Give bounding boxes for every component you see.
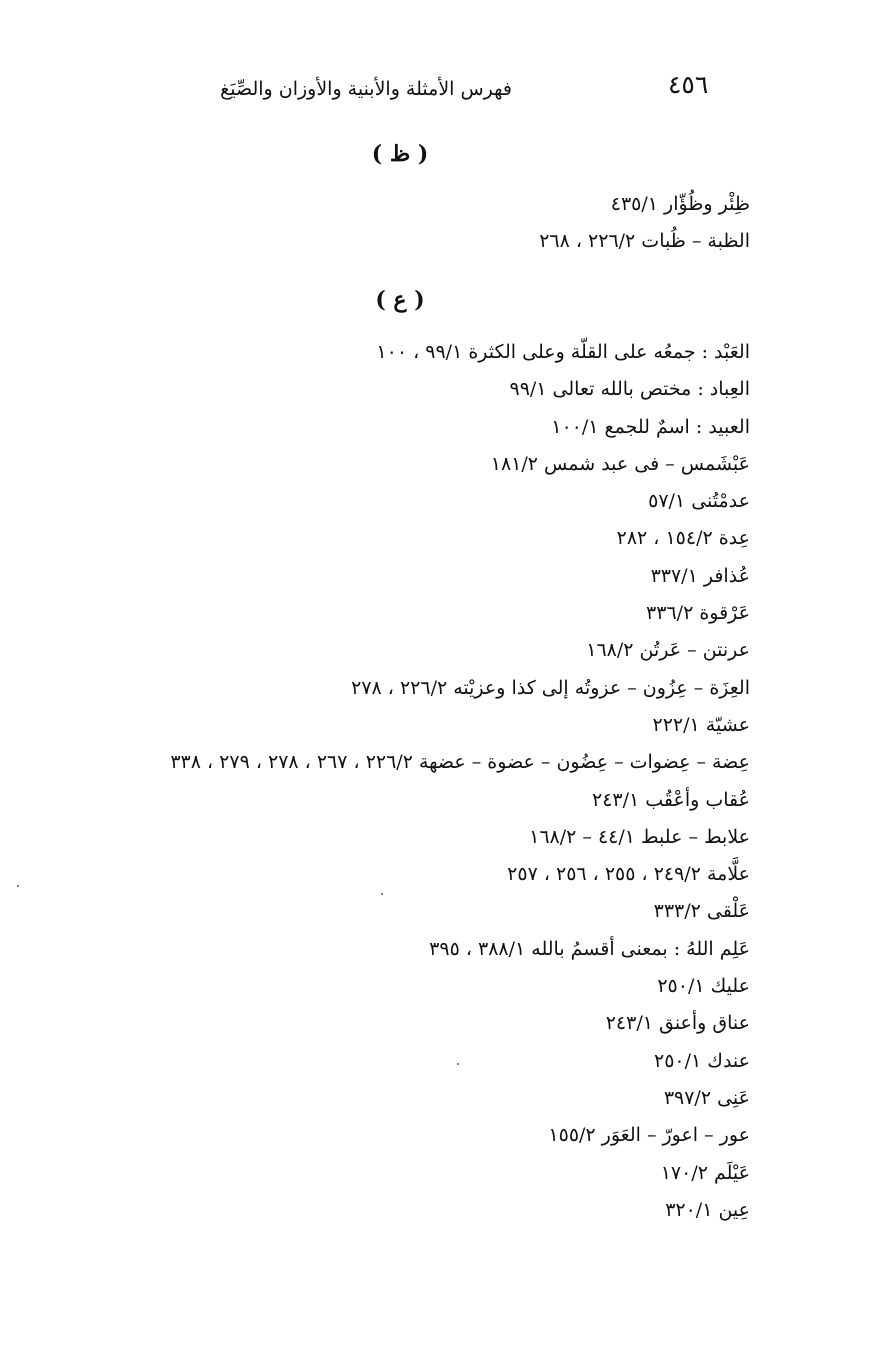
list-item: العِزَة – عِزُون – عزوتُه إلى كذا وعزيْته ٢٢٦/٢ ، ٢٧٨	[351, 676, 750, 699]
list-item: عِدة ١٥٤/٢ ، ٢٨٢	[616, 527, 750, 550]
list-item: عناق وأعنق ٢٤٣/١	[605, 1012, 750, 1035]
list-item: العبيد : اسمٌ للجمع ١٠٠/١	[551, 415, 750, 438]
running-title: فهرس الأمثلة والأبنية والأوزان والصِّيَغ	[220, 78, 512, 100]
list-item: ظِئْر وظُؤّار ٤٣٥/١	[610, 193, 750, 215]
list-item: عَلِم اللهُ : بمعنى أقسمُ بالله ٣٨٨/١ ، ٣٩٥	[429, 937, 750, 960]
list-item: عشيّة ٢٢٢/١	[652, 713, 750, 736]
list-item: عليك ٢٥٠/١	[657, 975, 750, 998]
list-item: عَلْقى ٣٣٣/٢	[653, 900, 750, 923]
list-item: عِضة – عِضوات – عِضُون – عضوة – عضهة ٢٢٦/٢ ، ٢٦٧ ، ٢٧٨ ، ٢٧٩ ، ٣٣٨	[170, 751, 750, 774]
list-item: عَنِى ٣٩٧/٢	[663, 1086, 750, 1109]
print-speck	[457, 1063, 459, 1065]
list-item: عور – اعورّ – العَوَر ١٥٥/٢	[548, 1124, 750, 1147]
print-speck	[17, 885, 19, 887]
list-item: عَيْلَم ١٧٠/٢	[660, 1161, 750, 1184]
entry-list-zah	[539, 186, 750, 261]
list-item: عُذافر ٣٣٧/١	[650, 564, 750, 587]
list-item: عُقاب وأعْقُب ٢٤٣/١	[592, 788, 750, 811]
list-item: علابط – علبط ٤٤/١ – ١٦٨/٢	[529, 825, 750, 848]
section-heading-ain: ( ع )	[375, 287, 425, 313]
list-item: علَّامة ٢٤٩/٢ ، ٢٥٥ ، ٢٥٦ ، ٢٥٧	[507, 863, 750, 886]
section-heading-zah: ( ظ )	[371, 141, 429, 167]
list-item: عرنتن – عَرتُن ١٦٨/٢	[586, 639, 750, 662]
print-speck	[381, 893, 383, 895]
list-item: عَرْقوة ٣٣٦/٢	[646, 602, 750, 625]
entry-list-ain	[170, 334, 750, 1229]
list-item: عَبْشَمس – فى عبد شمس ١٨١/٢	[490, 452, 750, 475]
list-item: عِين ٣٢٠/١	[665, 1198, 750, 1221]
list-item: العَبْد : جمعُه على القلّة وعلى الكثرة ٩٩/١ ، ١٠٠	[376, 341, 750, 363]
list-item: عندك ٢٥٠/١	[654, 1049, 750, 1072]
list-item: الظبة – ظُبات ٢٢٦/٢ ، ٢٦٨	[539, 230, 750, 253]
page-number: ٤٥٦	[668, 70, 709, 99]
list-item: العِباد : مختص بالله تعالى ٩٩/١	[509, 378, 750, 401]
list-item: عدمْتُنى ٥٧/١	[648, 490, 750, 513]
